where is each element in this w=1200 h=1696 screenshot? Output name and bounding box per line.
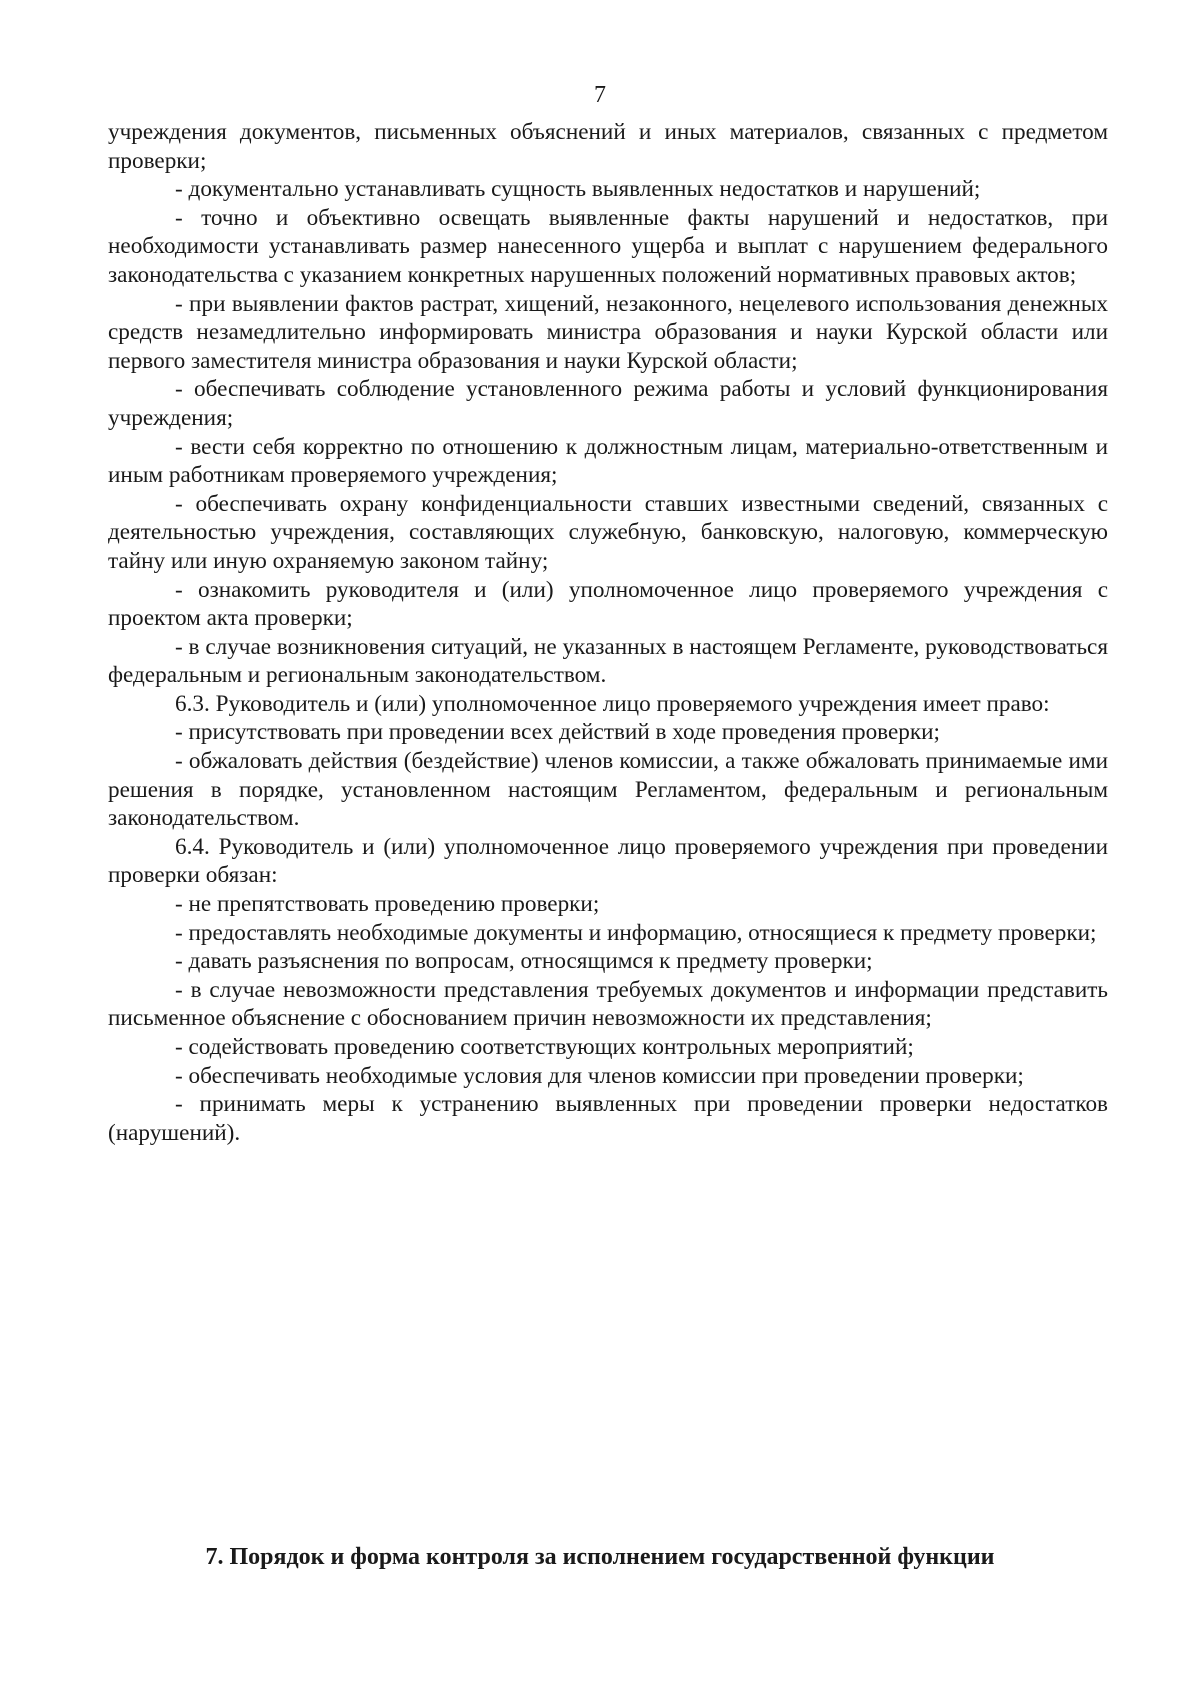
paragraph: 6.4. Руководитель и (или) уполномоченное лицо проверяемого учреждения при проведении проверки обязан:	[108, 833, 1108, 889]
paragraph: - в случае возникновения ситуаций, не указанных в настоящем Регламенте, руководствоваться федеральным и региональным законодательством.	[108, 633, 1108, 689]
paragraph: - давать разъяснения по вопросам, относящимся к предмету проверки;	[175, 948, 873, 975]
paragraph: - точно и объективно освещать выявленные факты нарушений и недостатков, при необходимости устанавливать размер нанесенного ущерба и выплат с нарушением федерального законодательства с указанием конкретных нарушенных положений нормативных правовых актов;	[108, 204, 1108, 288]
paragraph: - содействовать проведению соответствующих контрольных мероприятий;	[175, 1034, 914, 1060]
paragraph: - не препятствовать проведению проверки;	[175, 891, 600, 918]
paragraph: 6.3. Руководитель и (или) уполномоченное лицо проверяемого учреждения имеет право:	[175, 690, 1050, 717]
paragraph: - ознакомить руководителя и (или) уполномоченное лицо проверяемого учреждения с проектом акта проверки;	[108, 576, 1108, 632]
paragraph: - в случае невозможности представления требуемых документов и информации представить письменное объяснение с обоснованием причин невозможности их представления;	[108, 976, 1108, 1032]
paragraph: учреждения документов, письменных объяснений и иных материалов, связанных с предметом проверки;	[108, 119, 1108, 174]
paragraph: - документально устанавливать сущность выявленных недостатков и нарушений;	[175, 176, 981, 203]
paragraph: - обеспечивать соблюдение установленного режима работы и условий функционирования учреждения;	[108, 376, 1108, 431]
paragraph: - обжаловать действия (бездействие) членов комиссии, а также обжаловать принимаемые ими решения в порядке, установленном настоящим Регламентом, федеральным и региональным законодательством.	[108, 748, 1108, 832]
paragraph: - вести себя корректно по отношению к должностным лицам, материально-ответственным и иным работникам проверяемого учреждения;	[108, 433, 1108, 489]
section-heading: 7. Порядок и форма контроля за исполнением государственной функции	[205, 1544, 995, 1570]
paragraph: - обеспечивать необходимые условия для членов комиссии при проведении проверки;	[175, 1062, 1024, 1089]
paragraph: - при выявлении фактов растрат, хищений, незаконного, нецелевого использования денежных средств незамедлительно информировать министра образования и науки Курской области или первого заместителя министра образования и науки Курской области;	[108, 290, 1108, 374]
page-number: 7	[594, 82, 606, 108]
paragraph: - обеспечивать охрану конфиденциальности ставших известными сведений, связанных с деятельностью учреждения, составляющих служебную, банковскую, налоговую, коммерческую тайну или иную охраняемую законом тайну;	[108, 490, 1108, 574]
paragraph: - предоставлять необходимые документы и информацию, относящиеся к предмету проверки;	[175, 919, 1097, 946]
paragraph: - присутствовать при проведении всех действий в ходе проведения проверки;	[175, 719, 940, 746]
document-body	[108, 118, 1108, 1147]
paragraph: - принимать меры к устранению выявленных при проведении проверки недостатков (нарушений).	[108, 1091, 1108, 1146]
